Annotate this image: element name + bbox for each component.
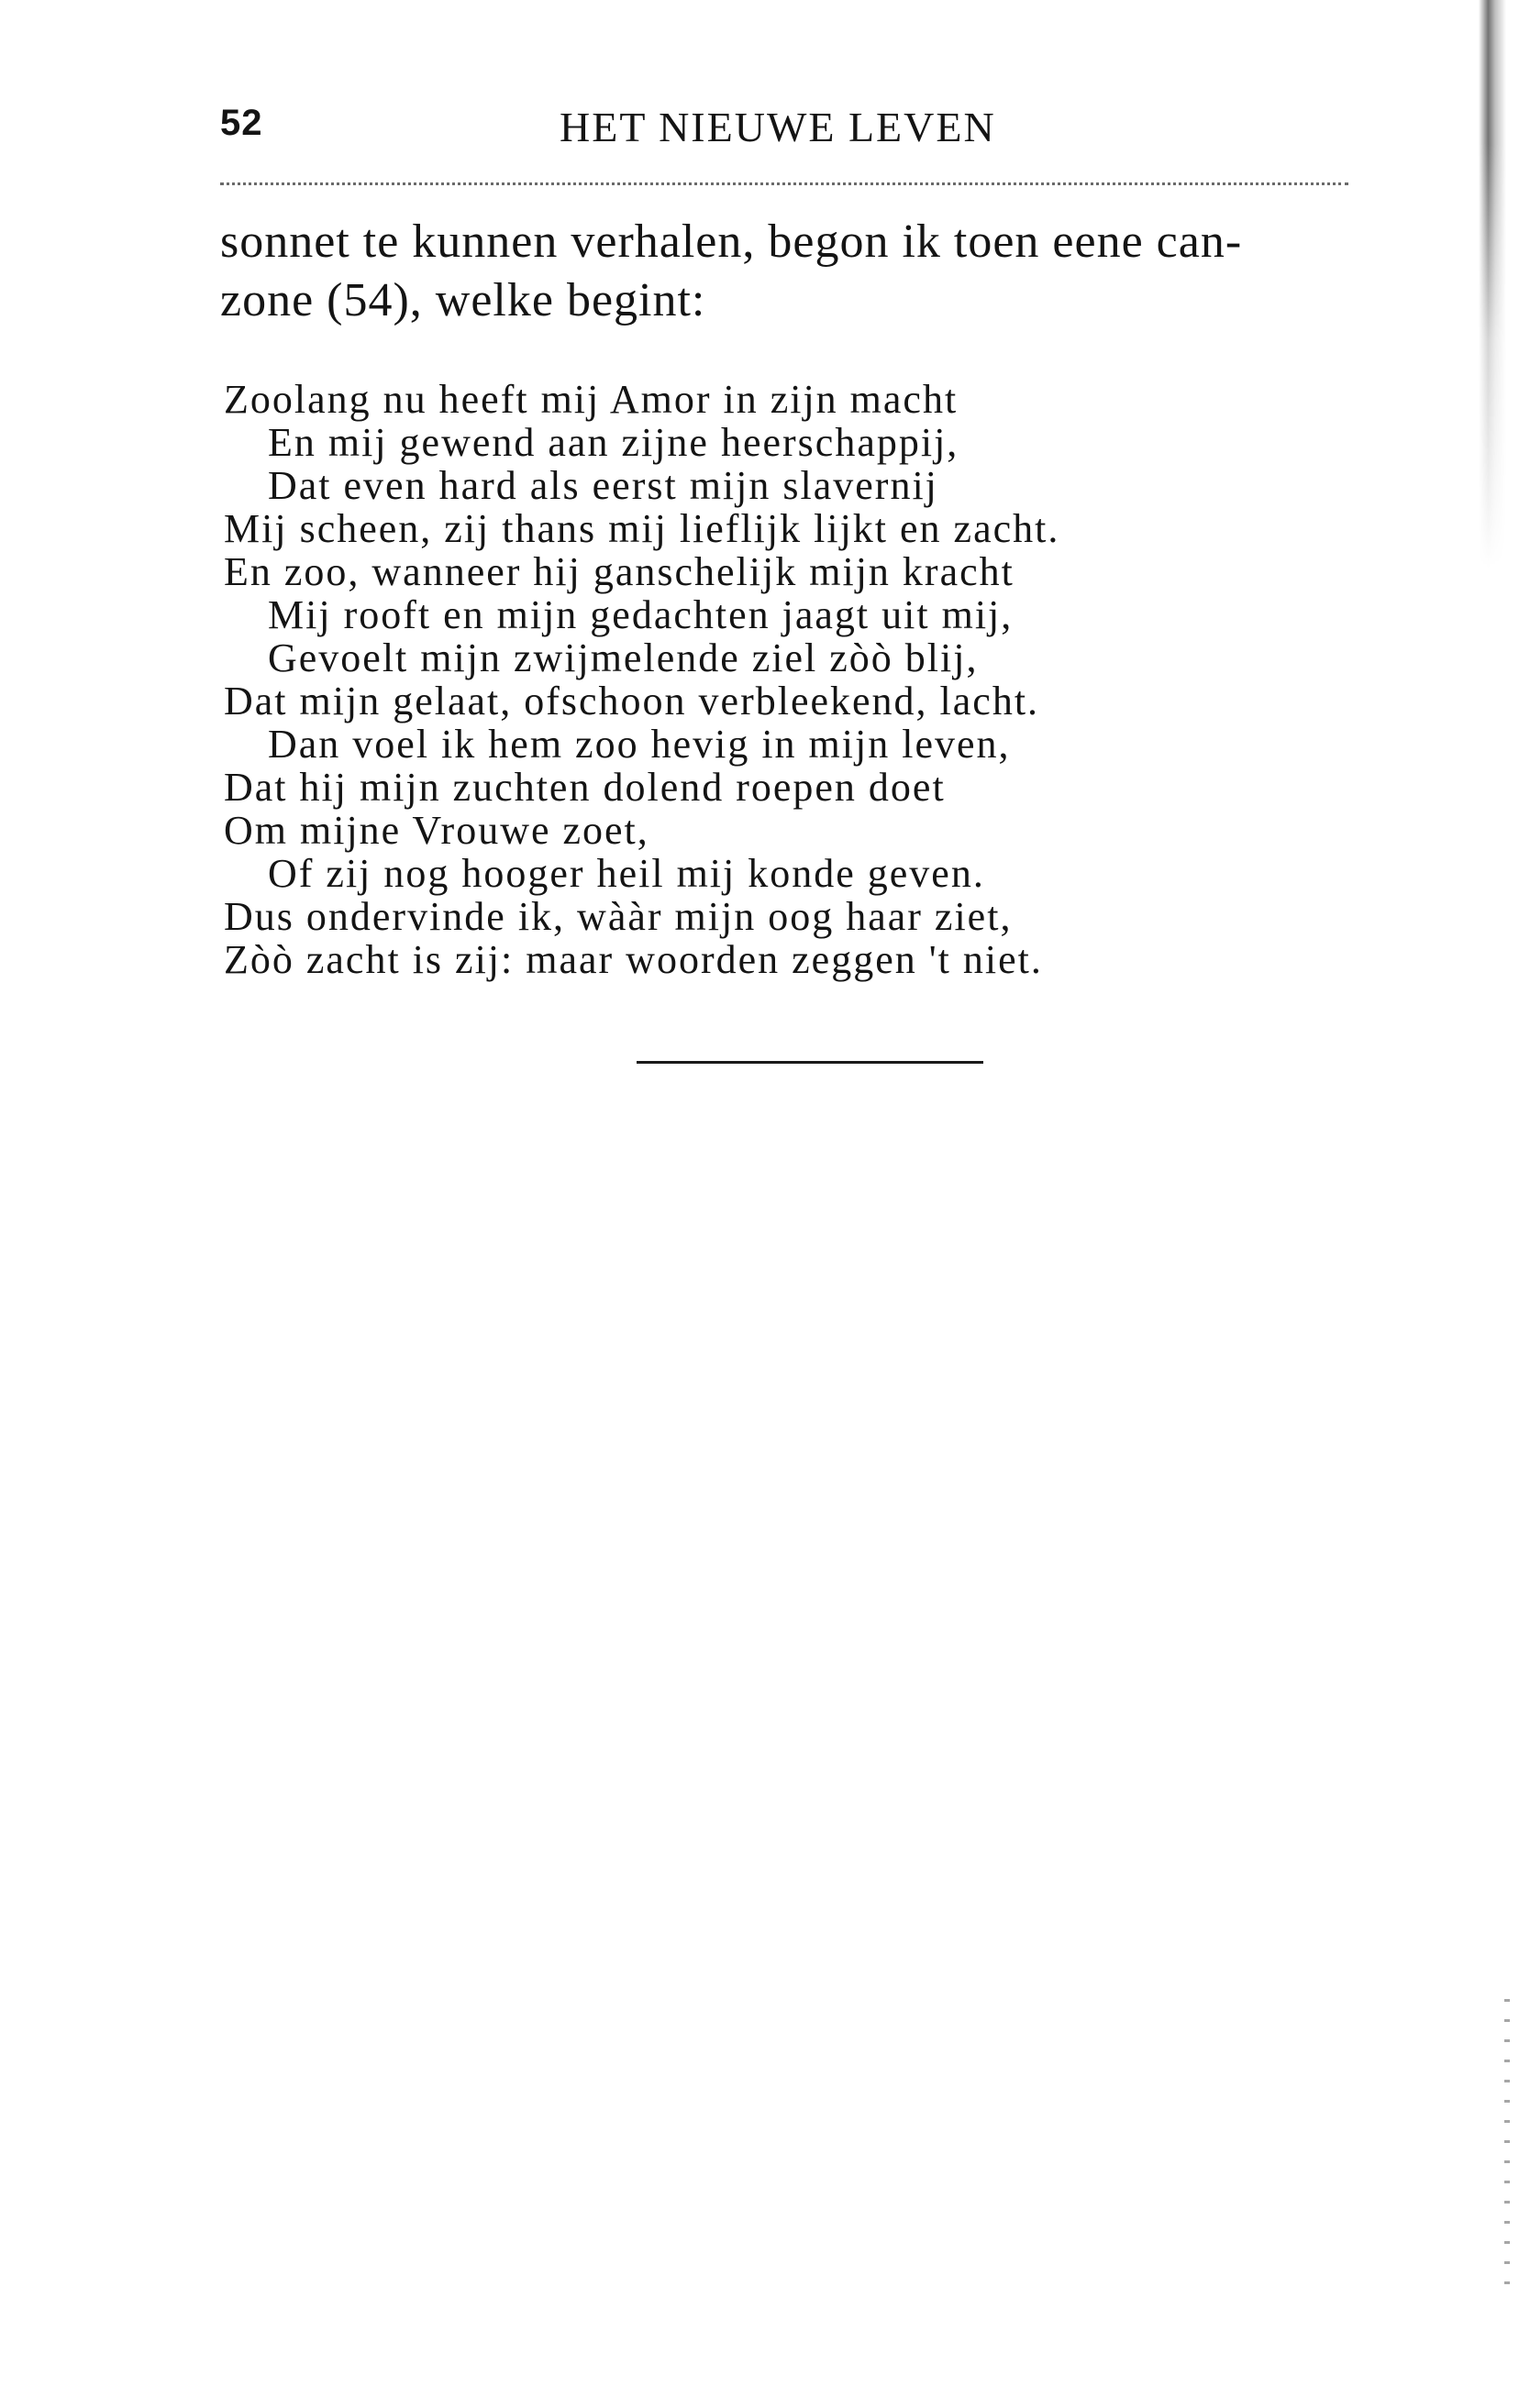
verse-line: En zoo, wanneer hij ganschelijk mijn kracht bbox=[224, 549, 1014, 594]
scan-binding-shadow bbox=[1479, 0, 1506, 569]
verse-line: Dat even hard als eerst mijn slavernij bbox=[268, 463, 938, 508]
prose-paragraph bbox=[220, 213, 1385, 330]
verse-line: Om mijne Vrouwe zoet, bbox=[224, 808, 649, 853]
verse-line: Gevoelt mijn zwijmelende ziel zòò blij, bbox=[268, 635, 979, 680]
verse-line: Dat hij mijn zuchten dolend roepen doet bbox=[224, 765, 946, 810]
running-title: HET NIEUWE LEVEN bbox=[560, 104, 996, 150]
scan-edge-specks bbox=[1504, 1999, 1510, 2292]
prose-line: sonnet te kunnen verhalen, begon ik toen eene can- bbox=[220, 215, 1243, 268]
verse-line: Mij rooft en mijn gedachten jaagt uit mij, bbox=[268, 592, 1014, 637]
verse-line: Of zij nog hooger heil mij konde geven. bbox=[268, 851, 985, 896]
verse-line: Mij scheen, zij thans mij lieflijk lijkt en zacht. bbox=[224, 506, 1060, 551]
verse-line: Dat mijn gelaat, ofschoon verbleekend, lacht. bbox=[224, 679, 1040, 724]
verse-line: Dan voel ik hem zoo hevig in mijn leven, bbox=[268, 722, 1011, 767]
verse-line: Zoolang nu heeft mij Amor in zijn macht bbox=[224, 377, 959, 422]
page-number: 52 bbox=[220, 103, 263, 143]
section-end-rule bbox=[637, 1061, 983, 1064]
page-header bbox=[220, 103, 1348, 167]
prose-line: zone (54), welke begint: bbox=[220, 274, 706, 326]
verse-line: Dus ondervinde ik, wààr mijn oog haar ziet, bbox=[224, 894, 1013, 939]
verse-line: En mij gewend aan zijne heerschappij, bbox=[268, 420, 959, 465]
canzone-stanza bbox=[224, 378, 1279, 981]
header-dotted-rule bbox=[220, 182, 1348, 185]
verse-line: Zòò zacht is zij: maar woorden zeggen 't niet. bbox=[224, 937, 1043, 982]
